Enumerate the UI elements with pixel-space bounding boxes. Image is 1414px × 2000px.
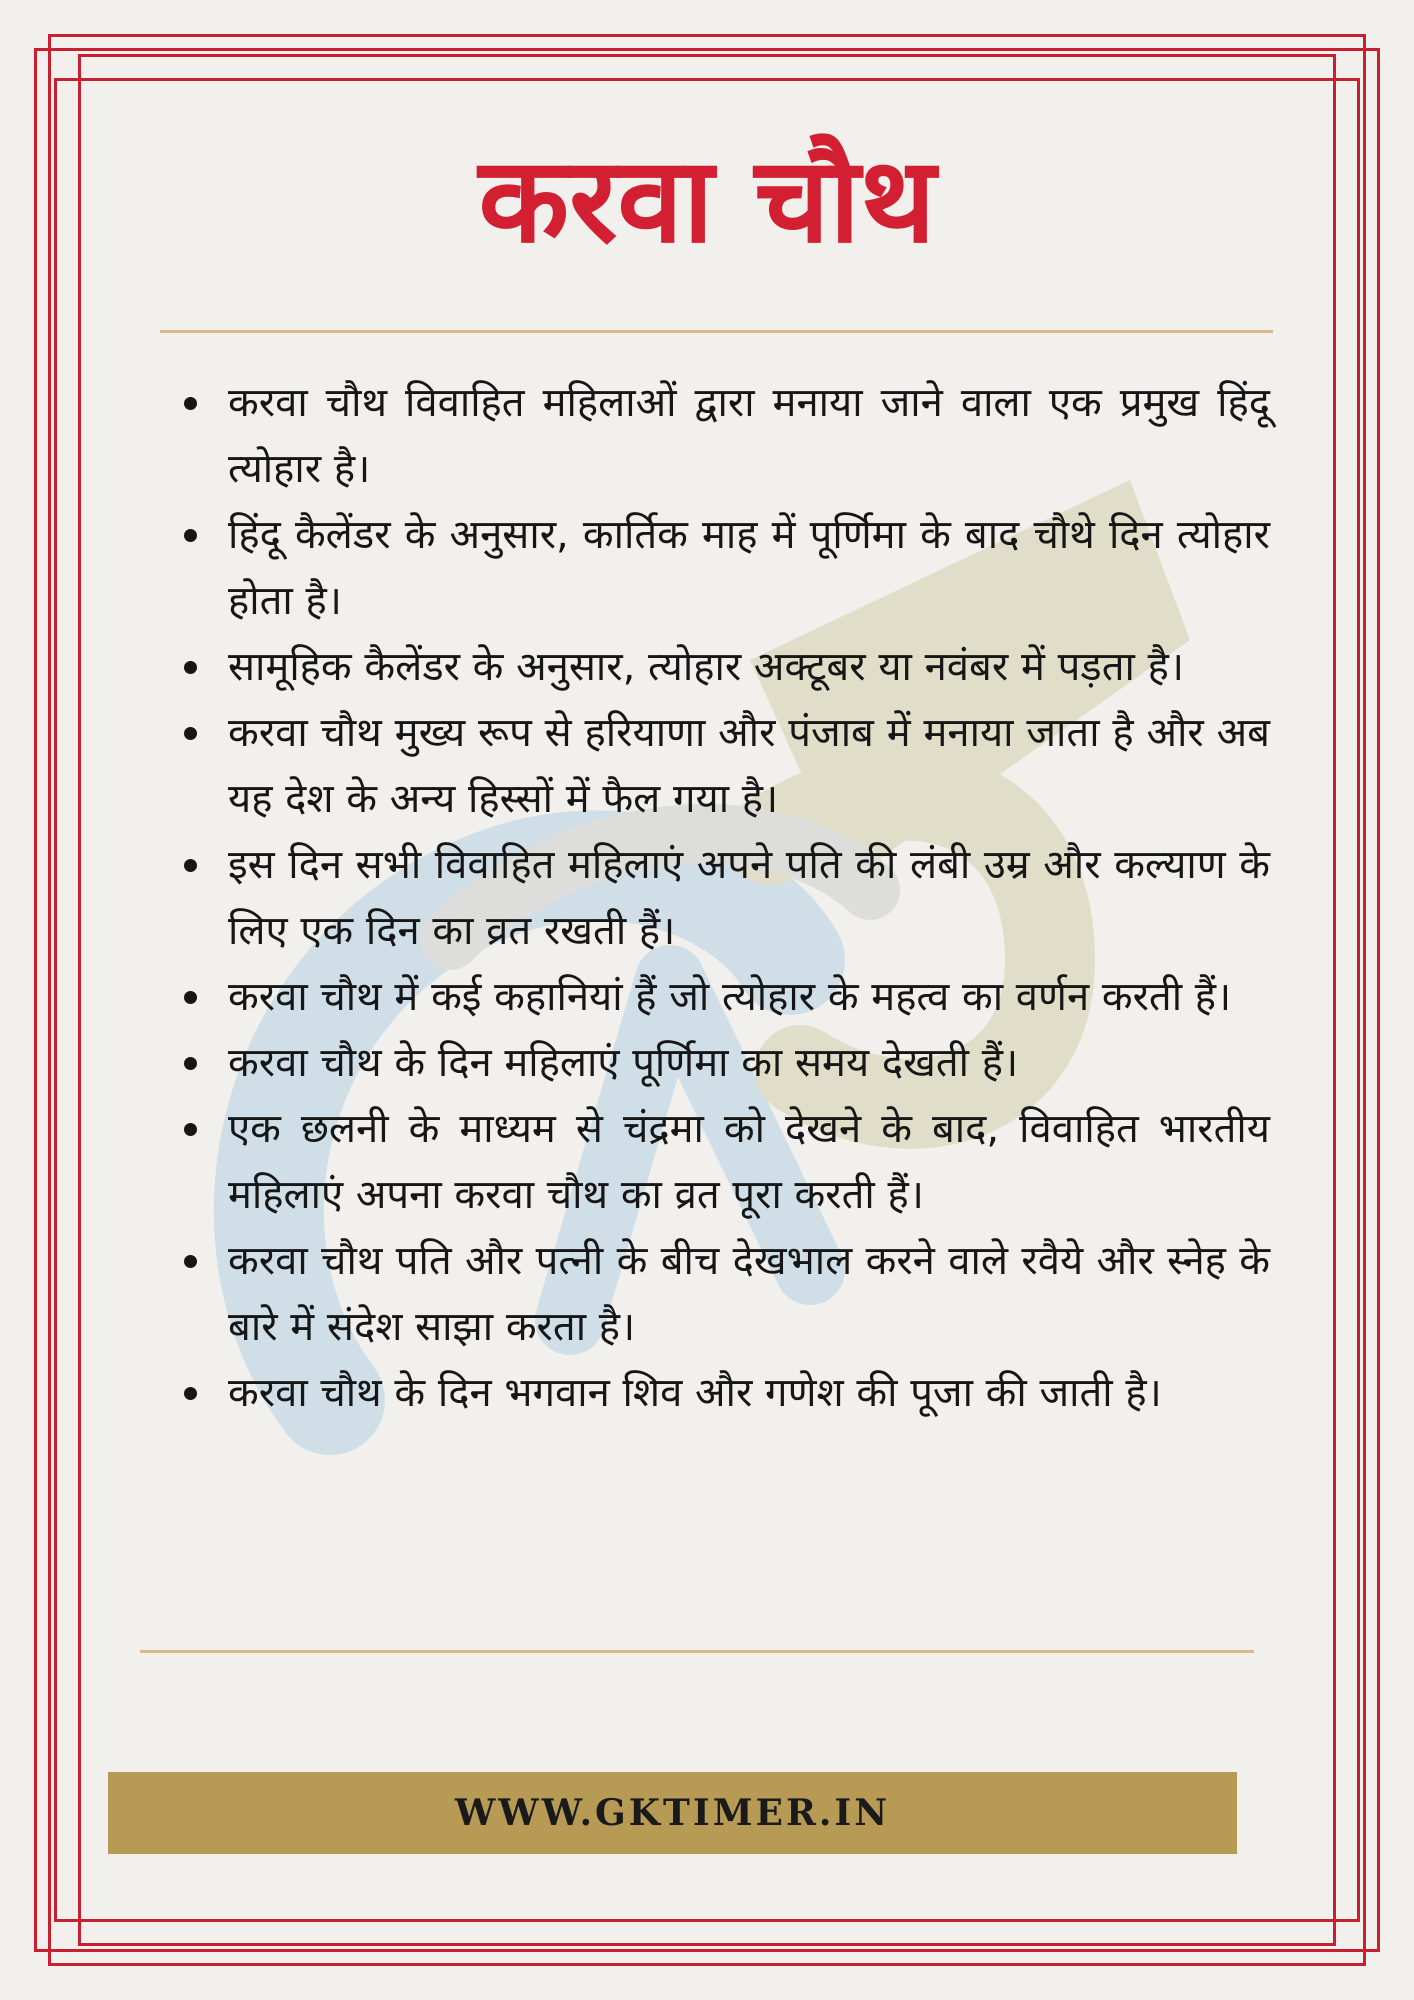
list-item-text: करवा चौथ पति और पत्नी के बीच देखभाल करने वाले रवैये और स्नेह के बारे में संदेश साझा करता है। [228, 1238, 1270, 1350]
bullet-dot-icon [184, 727, 197, 740]
bullet-dot-icon [184, 1387, 197, 1400]
bullet-dot-icon [184, 661, 197, 674]
list-item-text: करवा चौथ मुख्य रूप से हरियाणा और पंजाब में मनाया जाता है और अब यह देश के अन्य हिस्सों में फैल गया है। [228, 710, 1270, 822]
bullet-dot-icon [184, 529, 197, 542]
list-item-text: हिंदू कैलेंडर के अनुसार, कार्तिक माह में पूर्णिमा के बाद चौथे दिन त्योहार होता है। [228, 512, 1270, 624]
website-url[interactable]: WWW.GKTIMER.IN [454, 1792, 891, 1834]
list-item [180, 502, 1270, 634]
list-item-text: करवा चौथ के दिन भगवान शिव और गणेश की पूजा की जाती है। [228, 1370, 1162, 1416]
bullet-dot-icon [184, 1255, 197, 1268]
list-item [180, 1030, 1270, 1096]
list-item [180, 832, 1270, 964]
list-item-text: करवा चौथ विवाहित महिलाओं द्वारा मनाया जाने वाला एक प्रमुख हिंदू त्योहार है। [228, 380, 1270, 492]
footer-banner [108, 1772, 1237, 1854]
bullet-dot-icon [184, 1123, 197, 1136]
list-item-text: करवा चौथ में कई कहानियां हैं जो त्योहार के महत्व का वर्णन करती हैं। [228, 974, 1232, 1020]
bullet-dot-icon [184, 397, 197, 410]
divider-top [160, 330, 1273, 333]
list-item-text: एक छलनी के माध्यम से चंद्रमा को देखने के बाद, विवाहित भारतीय महिलाएं अपना करवा चौथ का व्रत पूरा करती हैं। [228, 1106, 1270, 1218]
list-item-text: इस दिन सभी विवाहित महिलाएं अपने पति की लंबी उम्र और कल्याण के लिए एक दिन का व्रत रखती हैं। [228, 842, 1270, 954]
list-item [180, 1360, 1270, 1426]
divider-bottom [140, 1650, 1254, 1653]
page-title: करवा चौथ [478, 131, 936, 269]
list-item [180, 1096, 1270, 1228]
points-list [180, 370, 1270, 1426]
list-item [180, 1228, 1270, 1360]
list-item-text: करवा चौथ के दिन महिलाएं पूर्णिमा का समय देखती हैं। [228, 1040, 1019, 1086]
list-item [180, 634, 1270, 700]
bullet-dot-icon [184, 859, 197, 872]
list-item [180, 370, 1270, 502]
bullet-dot-icon [184, 1057, 197, 1070]
list-item [180, 700, 1270, 832]
list-item [180, 964, 1270, 1030]
list-item-text: सामूहिक कैलेंडर के अनुसार, त्योहार अक्टूबर या नवंबर में पड़ता है। [228, 644, 1184, 690]
bullet-dot-icon [184, 991, 197, 1004]
